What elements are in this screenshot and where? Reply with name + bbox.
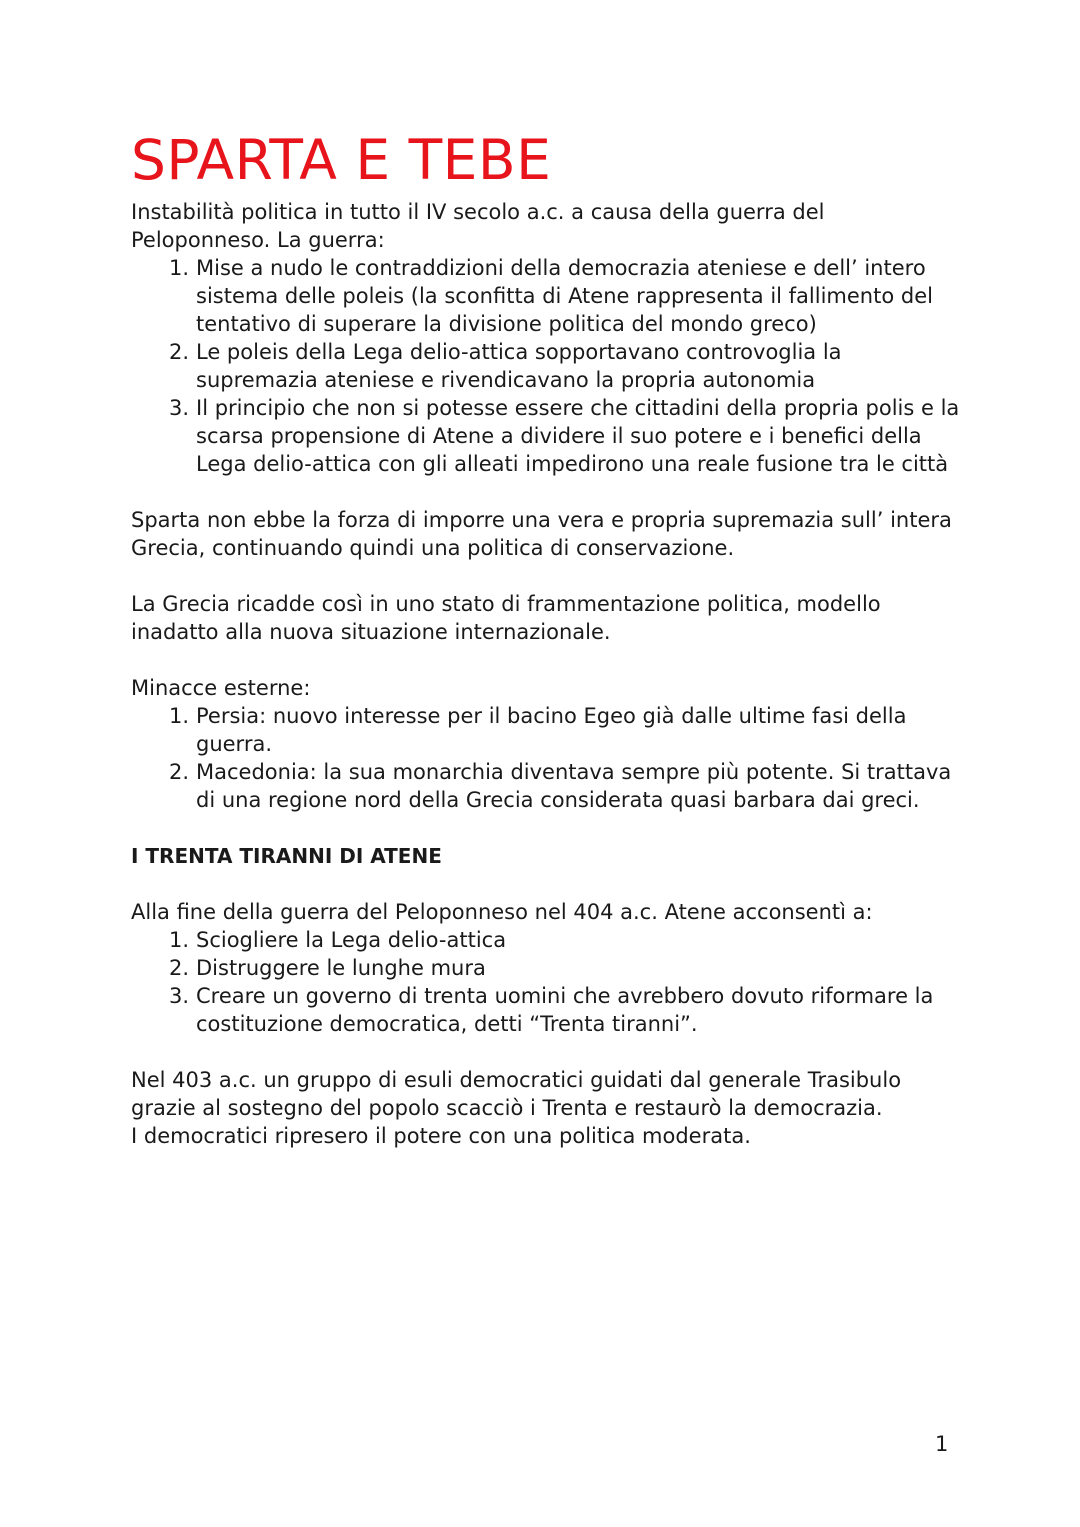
threats-list [131,702,961,814]
list-item [131,926,961,954]
list-item-text: Persia: nuovo interesse per il bacino Egeo già dalle ultime fasi della guerra. [196,704,907,756]
list-number: 2. [168,760,189,784]
list-item [131,394,961,478]
list-number: 2. [168,340,189,364]
thirty-intro-paragraph: Alla fine della guerra del Peloponneso nel 404 a.c. Atene acconsentì a: [131,900,873,924]
list-item-text: Sciogliere la Lega delio-attica [196,928,507,952]
list-number: 1. [168,256,189,280]
sparta-paragraph: Sparta non ebbe la forza di imporre una vera e propria supremazia sull’ intera Grecia, continuando quindi una politica di conservazione. [131,508,952,560]
list-item-text: Mise a nudo le contraddizioni della democrazia ateniese e dell’ intero sistema delle poleis (la sconfitta di Atene rappresenta il fallimento del tentativo di superare la divisione politica del mondo greco) [196,256,933,336]
paragraph-403: Nel 403 a.c. un gruppo di esuli democratici guidati dal generale Trasibulo grazie al sostegno del popolo scacciò i Trenta e restaurò la democrazia. [131,1068,902,1120]
list-item-text: Le poleis della Lega delio-attica sopportavano controvoglia la supremazia ateniese e rivendicavano la propria autonomia [196,340,842,392]
grecia-paragraph: La Grecia ricadde così in uno stato di frammentazione politica, modello inadatto alla nuova situazione internazionale. [131,592,881,644]
final-paragraph: I democratici ripresero il potere con una politica moderata. [131,1124,751,1148]
list-number: 3. [168,984,189,1008]
list-item [131,982,961,1038]
document-page [131,122,961,1150]
list-number: 2. [168,956,189,980]
intro-paragraph: Instabilità politica in tutto il IV secolo a.c. a causa della guerra del Peloponneso. La guerra: [131,200,825,252]
thirty-list [131,926,961,1038]
list-item [131,758,961,814]
list-item-text: Macedonia: la sua monarchia diventava sempre più potente. Si trattava di una regione nord della Grecia considerata quasi barbara dai greci. [196,760,952,812]
list-item-text: Creare un governo di trenta uomini che avrebbero dovuto riformare la costituzione democratica, detti “Trenta tiranni”. [196,984,934,1036]
list-item [131,954,961,982]
list-item-text: Distruggere le lunghe mura [196,956,486,980]
list-item [131,338,961,394]
page-number: 1 [935,1432,949,1456]
war-consequences-list [131,254,961,478]
section-heading: I TRENTA TIRANNI DI ATENE [131,844,442,868]
list-number: 1. [168,928,189,952]
list-number: 3. [168,396,189,420]
list-number: 1. [168,704,189,728]
list-item-text: Il principio che non si potesse essere che cittadini della propria polis e la scarsa propensione di Atene a dividere il suo potere e i benefici della Lega delio-attica con gli alleati impedirono una reale fusione tra le città [196,396,960,476]
list-item [131,702,961,758]
list-item [131,254,961,338]
page-title: SPARTA E TEBE [131,128,552,192]
threats-label: Minacce esterne: [131,676,311,700]
